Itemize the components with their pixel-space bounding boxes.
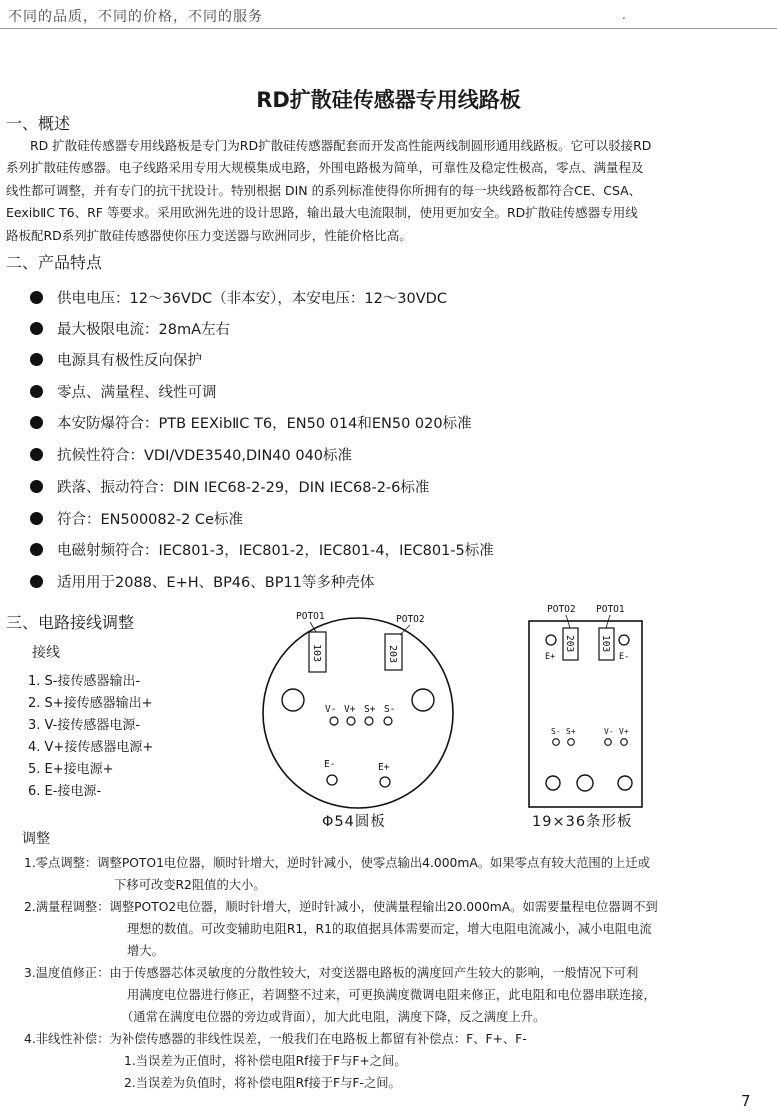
wiring-item: 3. V-接传感器电源- — [28, 718, 141, 733]
overview-line: RD 扩散硅传感器专用线路板是专门为RD扩散硅传感器配套而开发高性能两线制圆形通用线路板。它可以驳接RD — [30, 138, 652, 153]
strip-pin-pad — [553, 739, 560, 746]
strip-e-minus-label: E- — [619, 652, 630, 662]
strip-board-diagram — [529, 604, 642, 807]
page-number: 7 — [741, 1092, 751, 1110]
feature-text: 零点、满量程、线性可调 — [57, 385, 217, 401]
strip-pin-pad — [621, 739, 628, 746]
pot2-label: POTO2 — [396, 614, 425, 625]
wiring-item: 2. S+接传感器输出+ — [28, 696, 153, 711]
feature-item — [30, 476, 429, 497]
wiring-item: 4. V+接传感器电源+ — [28, 740, 154, 755]
strip-pot1-leader — [606, 615, 610, 628]
pot2-value: 203 — [387, 645, 398, 664]
feature-item — [30, 349, 202, 370]
strip-pot1-label: POTO1 — [596, 604, 625, 615]
bullet-icon — [30, 448, 43, 461]
pin-pad — [384, 717, 392, 725]
bullet-icon — [30, 416, 43, 429]
pot2-leader — [400, 625, 410, 635]
feature-item — [30, 571, 374, 592]
overview-line: 线性都可调整，并有专门的抗干扰设计。特别根据 DIN 的系列标准使得你所拥有的每一块线路板都符合CE、CSA、 — [6, 182, 642, 198]
strip-pot2-label: POTO2 — [547, 604, 576, 615]
strip-board-caption: 19×36条形板 — [532, 814, 633, 830]
strip-v-minus-label: V- — [604, 727, 614, 736]
adjust-temp-label: 3.温度值修正： — [24, 966, 110, 980]
adjust-zero-label: 1.零点调整： — [24, 856, 98, 870]
bullet-icon — [30, 322, 43, 335]
bullet-icon — [30, 353, 43, 366]
section-heading-overview: 一、概述 — [6, 114, 71, 133]
bullet-icon — [30, 385, 43, 398]
overview-paragraph — [6, 135, 766, 247]
wiring-item: 5. E+接电源+ — [28, 762, 114, 777]
strip-pot1-component — [599, 628, 614, 660]
feature-text: 本安防爆符合：PTB EEXibⅡC T6，EN50 014和EN50 020标准 — [57, 416, 472, 432]
strip-e-plus-pad — [546, 635, 556, 645]
e-minus-label: E- — [324, 759, 336, 770]
round-board-caption: Φ54圆板 — [322, 814, 386, 830]
bullet-icon — [30, 480, 43, 493]
strip-pot1-value: 103 — [600, 635, 611, 653]
bullet-icon — [30, 575, 43, 588]
linear-case-negative: 2.当误差为负值时，将补偿电阻Rf接于F与F-之间。 — [124, 1076, 401, 1090]
header-dot: . — [622, 8, 626, 22]
document-title: RD扩散硅传感器专用线路板 — [256, 88, 521, 112]
pot1-label: POTO1 — [296, 611, 325, 622]
strip-mount-hole-center — [577, 775, 593, 791]
adjust-temp-text: 由于传感器芯体灵敏度的分散性较大，对变送器电路板的满度回产生较大的影响，一般情况下可利 — [109, 966, 639, 980]
feature-text: 电源具有极性反向保护 — [57, 353, 202, 369]
overview-line: EexibⅡC T6、RF 等要求。采用欧洲先进的设计思路，输出最大电流限制，使用更加安全。RD扩散硅传感器专用线 — [6, 205, 638, 221]
strip-s-minus-label: S- — [551, 727, 561, 736]
adjust-zero-cont: 下移可改变R2阻值的大小。 — [114, 878, 266, 892]
feature-text: 电磁射频符合：IEC801-3，IEC801-2，IEC801-4，IEC801-5标准 — [57, 543, 494, 559]
pin-label-v-plus: V+ — [344, 704, 356, 715]
feature-text: 符合：EN500082-2 Ce标准 — [57, 512, 243, 528]
round-board-diagram — [263, 611, 453, 808]
adjust-zero-text: 调整POTO1电位器，顺时针增大，逆时针减小，使零点输出4.000mA。如果零点有较大范围的上迁或 — [97, 856, 650, 870]
adjust-temp-cont: （通常在满度电位器的旁边或背面），加大此电阻，满度下降，反之满度上升。 — [121, 1010, 546, 1024]
pin-label-s-minus: S- — [384, 704, 396, 715]
strip-s-plus-label: S+ — [566, 727, 576, 736]
feature-text: 供电电压：12～36VDC（非本安），本安电压：12～30VDC — [57, 291, 447, 307]
adjust-linear-row — [24, 1029, 527, 1047]
section-heading-wiring: 三、电路接线调整 — [6, 613, 135, 632]
linear-case-positive: 1.当误差为正值时，将补偿电阻Rf接于F与F+之间。 — [124, 1054, 407, 1068]
pin-pad — [330, 717, 338, 725]
adjust-span-label: 2.满量程调整： — [24, 900, 110, 914]
pin-pad — [347, 717, 355, 725]
bullet-icon — [30, 291, 43, 304]
mount-hole-left — [282, 689, 304, 711]
adjust-heading: 调整 — [22, 831, 50, 847]
feature-text: 抗候性符合：VDI/VDE3540,DIN40 040标准 — [57, 448, 353, 464]
feature-item — [30, 318, 230, 339]
strip-v-plus-label: V+ — [619, 727, 629, 736]
bullet-icon — [30, 543, 43, 556]
mount-hole-right — [412, 689, 434, 711]
overview-line: 路板配RD系列扩散硅传感器使你压力变送器与欧洲同步，性能价格比高。 — [6, 227, 412, 243]
strip-pot2-value: 203 — [564, 635, 575, 653]
adjust-zero-row — [24, 853, 650, 871]
feature-text: 最大极限电流：28mA左右 — [57, 322, 230, 338]
strip-pot2-leader — [566, 615, 570, 628]
pot2-component — [385, 634, 402, 670]
pot1-leader — [310, 622, 316, 632]
feature-item — [30, 287, 447, 308]
wiring-item: 6. E-接电源- — [28, 784, 102, 799]
pin-label-v-minus: V- — [325, 704, 337, 715]
wiring-subheading: 接线 — [32, 645, 60, 661]
feature-text: 跌落、振动符合：DIN IEC68-2-29，DIN IEC68-2-6标准 — [57, 480, 430, 496]
e-plus-label: E+ — [378, 762, 390, 773]
strip-pin-pad — [568, 739, 575, 746]
pot1-value: 103 — [311, 644, 322, 663]
adjust-span-cont: 增大。 — [127, 944, 164, 958]
bullet-icon — [30, 512, 43, 525]
header-divider — [0, 28, 777, 29]
strip-e-minus-pad — [619, 635, 629, 645]
header-slogan: 不同的品质，不同的价格，不同的服务 — [8, 9, 263, 25]
pin-label-s-plus: S+ — [364, 704, 376, 715]
feature-item — [30, 381, 217, 402]
strip-board-outline — [529, 621, 642, 807]
strip-mount-hole-right — [618, 776, 632, 790]
pin-pad — [365, 717, 373, 725]
wiring-item: 1. S-接传感器输出- — [28, 674, 141, 689]
strip-pot2-component — [563, 628, 578, 660]
adjust-linear-label: 4.非线性补偿： — [24, 1032, 110, 1046]
feature-item — [30, 539, 494, 560]
section-heading-features: 二、产品特点 — [6, 253, 103, 272]
adjust-linear-text: 为补偿传感器的非线性误差，一般我们在电路板上都留有补偿点：F、F+、F- — [109, 1032, 527, 1046]
round-board-outline — [263, 618, 453, 808]
strip-pin-pad — [605, 739, 612, 746]
feature-item — [30, 444, 352, 465]
adjust-temp-row — [24, 963, 638, 981]
strip-mount-hole-left — [546, 776, 560, 790]
adjust-span-text: 调整POTO2电位器，顺时针增大，逆时针减小，使满量程输出20.000mA。如需要量程电位器调不到 — [109, 900, 658, 914]
feature-text: 适用用于2088、E+H、BP46、BP11等多种壳体 — [57, 575, 375, 591]
e-minus-pad — [327, 775, 337, 785]
strip-e-plus-label: E+ — [545, 652, 556, 662]
e-plus-pad — [380, 777, 390, 787]
adjust-temp-cont: 用满度电位器进行修正，若调整不过来，可更换满度微调电阻来修正，此电阻和电位器串联连接， — [127, 988, 656, 1002]
adjust-span-row — [24, 897, 658, 915]
pot1-component — [309, 632, 326, 672]
adjust-span-cont: 理想的数值。可改变辅助电阻R1，R1的取值据具体需要而定，增大电阻电流减小，减小电阻电流 — [127, 922, 652, 936]
overview-line: 系列扩散硅传感器。电子线路采用专用大规模集成电路，外围电路极为简单，可靠性及稳定性极高，零点、满量程及 — [6, 160, 644, 176]
feature-item — [30, 412, 472, 433]
feature-item — [30, 508, 243, 529]
